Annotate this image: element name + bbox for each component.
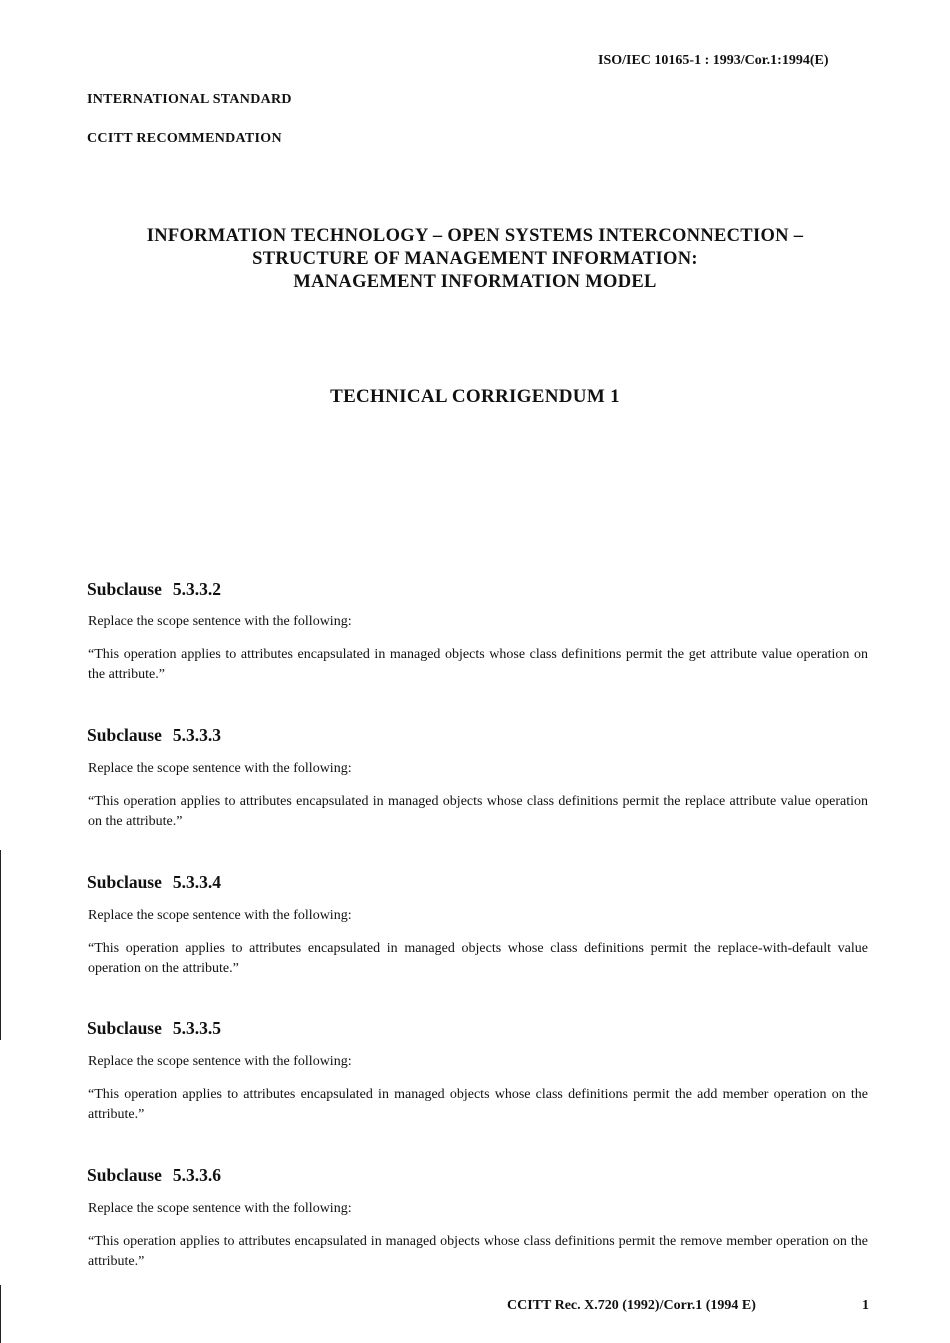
subclause-number: 5.3.3.6: [172, 1165, 222, 1185]
corrigendum-title: TECHNICAL CORRIGENDUM 1: [330, 386, 620, 407]
subclause-replacement-text: “This operation applies to attributes encapsulated in managed objects whose class definitions permit the add member operation on the attribute.”: [88, 1087, 868, 1122]
subclause-label: Subclause: [87, 1165, 162, 1185]
subclause-instruction: Replace the scope sentence with the following:: [88, 1054, 352, 1069]
subclause-number: 5.3.3.5: [172, 1018, 222, 1038]
footer-reference: CCITT Rec. X.720 (1992)/Corr.1 (1994 E): [507, 1298, 756, 1313]
subclause-heading: [87, 872, 221, 893]
subclause-label: Subclause: [87, 725, 162, 745]
subclause-heading: [87, 725, 221, 746]
document-id: ISO/IEC 10165-1 : 1993/Cor.1:1994(E): [598, 53, 829, 68]
title-line-3: MANAGEMENT INFORMATION MODEL: [293, 272, 657, 292]
subclause-heading: [87, 1018, 221, 1039]
subclause-instruction: Replace the scope sentence with the following:: [88, 1201, 352, 1216]
standard-type: INTERNATIONAL STANDARD: [87, 92, 292, 107]
title-line-1: INFORMATION TECHNOLOGY – OPEN SYSTEMS INTERCONNECTION –: [146, 226, 804, 246]
scan-edge-line: [0, 850, 1, 1040]
page-number: 1: [862, 1298, 869, 1313]
subclause-number: 5.3.3.4: [172, 872, 222, 892]
subclause-replacement-text: “This operation applies to attributes encapsulated in managed objects whose class definitions permit the get attribute value operation on the attribute.”: [88, 647, 868, 682]
subclause-heading: [87, 1165, 221, 1186]
subclause-label: Subclause: [87, 1018, 162, 1038]
subclause-replacement-text: “This operation applies to attributes encapsulated in managed objects whose class definitions permit the remove member operation on the attribute.”: [88, 1234, 868, 1269]
subclause-instruction: Replace the scope sentence with the following:: [88, 908, 352, 923]
subclause-label: Subclause: [87, 872, 162, 892]
subclause-label: Subclause: [87, 579, 162, 599]
subclause-number: 5.3.3.3: [172, 725, 222, 745]
subclause-instruction: Replace the scope sentence with the following:: [88, 614, 352, 629]
subclause-replacement-text: “This operation applies to attributes encapsulated in managed objects whose class definitions permit the replace attribute value operation on the attribute.”: [88, 794, 868, 829]
subclause-heading: [87, 579, 221, 600]
title-line-2: STRUCTURE OF MANAGEMENT INFORMATION:: [252, 249, 698, 269]
subclause-instruction: Replace the scope sentence with the following:: [88, 761, 352, 776]
document-title: [75, 225, 875, 294]
subclause-number: 5.3.3.2: [172, 579, 222, 599]
subclause-replacement-text: “This operation applies to attributes encapsulated in managed objects whose class definitions permit the replace-with-default value operation on the attribute.”: [88, 941, 868, 976]
recommendation-type: CCITT RECOMMENDATION: [87, 131, 282, 146]
scan-edge-line: [0, 1285, 1, 1343]
